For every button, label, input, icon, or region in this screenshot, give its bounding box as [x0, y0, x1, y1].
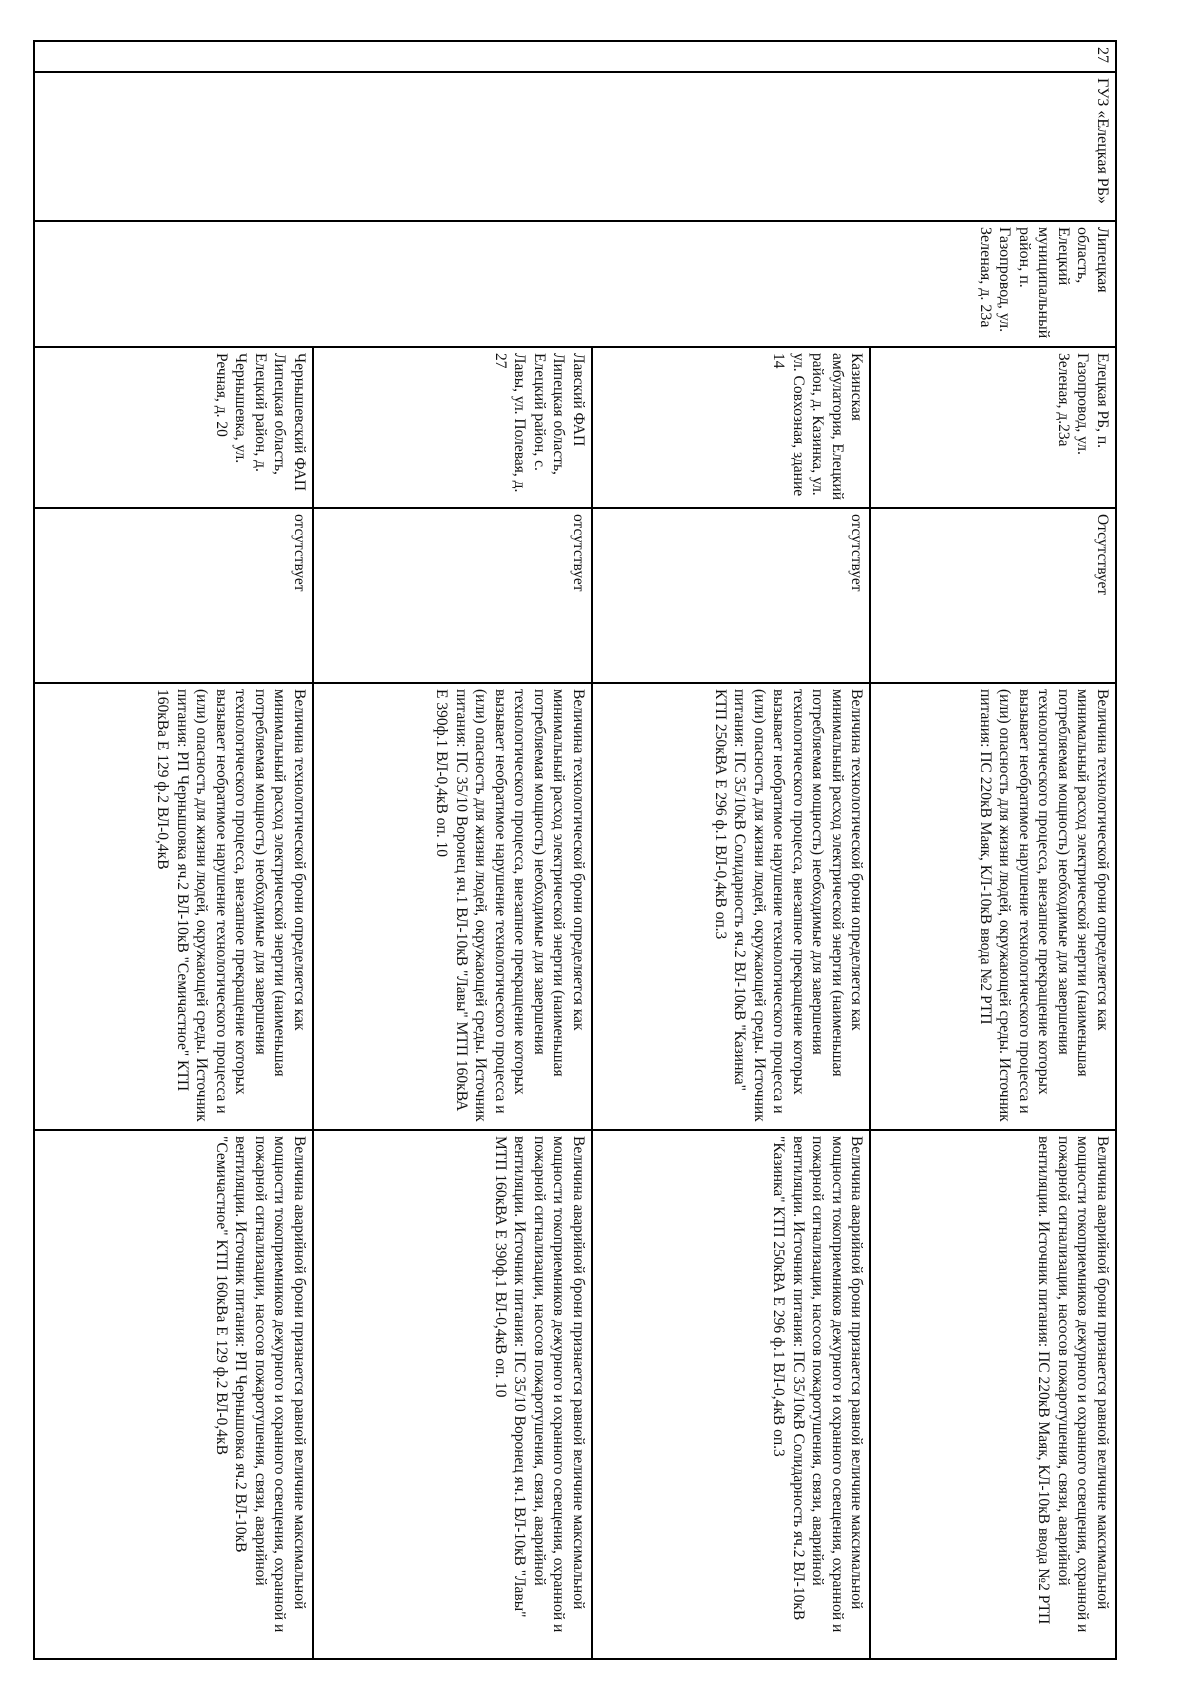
status-cell [870, 508, 1116, 683]
tech-reserve-text: Величина технологической брони определяется как минимальный расход электрической энергии (наименьшая потребляемая мощность) необходимые для завершения технологического процесса, внезапное прекращение которых вызывает необратимое нарушение технологического процесса и (или) опасность для жизни людей, окружающей среды. Источник питания: ПС 220кВ Маяк, КЛ-10кВ ввода №2 РТП [977, 689, 1111, 1122]
object-address: Лавский ФАП Липецкая область, Елецкий район, с. Лавы, ул. Полевая, д. 27 [491, 353, 587, 493]
status-text: отсутствует [848, 514, 866, 592]
emergency-reserve-cell [313, 1130, 592, 1659]
emergency-reserve-text: Величина аварийной брони признается равной величине максимальной мощности токоприемников дежурного и охранного освещения, охранной и пожарной сигнализации, насосов пожаротушения, связи, аварийной вентиляции. Источник питания: РП Чернышовка яч.2 ВЛ-10кВ "Семичастное" КТП 160кВа Е 129 ф.2 ВЛ-0,4кВ [212, 1136, 308, 1633]
object-cell [34, 347, 313, 508]
tech-reserve-cell [34, 683, 313, 1130]
organization-cell [34, 72, 1116, 221]
emergency-reserve-text: Величина аварийной брони признается равной величине максимальной мощности токоприемников дежурного и охранного освещения, охранной и пожарной сигнализации, насосов пожаротушения, связи, аварийной вентиляции. Источник питания: ПС 220кВ Маяк, КЛ-10кВ ввода №2 РТП [1035, 1136, 1111, 1633]
status-text: отсутствует [290, 514, 308, 592]
emergency-reserve-cell [870, 1130, 1116, 1659]
tech-reserve-cell [870, 683, 1116, 1130]
object-address: Чернышевский ФАП Липецкая область, Елецкий район, д. Чернышевка, ул. Речная, д. 20 [212, 353, 308, 491]
emergency-reserve-cell [592, 1130, 871, 1659]
status-cell [313, 508, 592, 683]
legal-address: Липецкая область, Елецкий муниципальный район, п. Газопровод, ул. Зеленая, д. 23а [977, 227, 1111, 339]
tech-reserve-text: Величина технологической брони определяется как минимальный расход электрической энергии (наименьшая потребляемая мощность) необходимые для завершения технологического процесса, внезапное прекращение которых вызывает необратимое нарушение технологического процесса и (или) опасность для жизни людей, окружающей среды. Источник питания: ПС 35/10 Воронец яч.1 ВЛ-10кВ "Лавы" МТП 160кВА Е 390ф.1 ВЛ-0,4кВ оп. 10 [433, 689, 587, 1122]
object-address: Елецкая РБ, п. Газопровод, ул. Зеленая, д.23а [1055, 353, 1111, 455]
legal-address-cell [34, 221, 1116, 347]
row-number: 27 [1094, 47, 1111, 63]
tech-reserve-cell [313, 683, 592, 1130]
rotated-page [33, 40, 1117, 1658]
tech-reserve-cell [592, 683, 871, 1130]
status-cell [592, 508, 871, 683]
row-number-cell [34, 41, 1116, 72]
tech-reserve-text: Величина технологической брони определяется как минимальный расход электрической энергии (наименьшая потребляемая мощность) необходимые для завершения технологического процесса, внезапное прекращение которых вызывает необратимое нарушение технологического процесса и (или) опасность для жизни людей, окружающей среды. Источник питания: РП Чернышовка яч.2 ВЛ-10кВ "Семичастное" КТП 160кВа Е 129 ф.2 ВЛ-0,4кВ [154, 689, 308, 1122]
emergency-reserve-cell [34, 1130, 313, 1659]
table-row [870, 41, 1116, 1659]
object-cell [870, 347, 1116, 508]
object-address: Казинская амбулатория, Елецкий район, д. Казинка, ул. ул. Совхозная, здание 14 [770, 353, 866, 501]
organization-name: ГУЗ «Елецкая РБ» [1094, 78, 1111, 204]
tech-reserve-text: Величина технологической брони определяется как минимальный расход электрической энергии (наименьшая потребляемая мощность) необходимые для завершения технологического процесса, внезапное прекращение которых вызывает необратимое нарушение технологического процесса и (или) опасность для жизни людей, окружающей среды. Источник питания: ПС 35/10кВ Солидарность яч.2 ВЛ-10кВ "Казинка" КТП 250кВА Е 296 ф.1 ВЛ-0,4кВ оп.3 [711, 689, 866, 1122]
status-cell [34, 508, 313, 683]
object-cell [313, 347, 592, 508]
object-cell [592, 347, 871, 508]
status-text: Отсутствует [1094, 514, 1111, 596]
status-text: отсутствует [569, 514, 587, 592]
emergency-reserve-text: Величина аварийной брони признается равной величине максимальной мощности токоприемников дежурного и охранного освещения, охранной и пожарной сигнализации, насосов пожаротушения, связи, аварийной вентиляции. Источник питания: ПС 35/10 Воронец яч.1 ВЛ-10кВ "Лавы" МТП 160кВА Е 390ф.1 ВЛ-0,4кВ оп. 10 [491, 1136, 587, 1633]
emergency-reserve-text: Величина аварийной брони признается равной величине максимальной мощности токоприемников дежурного и охранного освещения, охранной и пожарной сигнализации, насосов пожаротушения, связи, аварийной вентиляции. Источник питания: ПС 35/10кВ Солидарность яч.2 ВЛ-10кВ "Казинка" КТП 250кВА Е 296 ф.1 ВЛ-0,4кВ оп.3 [770, 1136, 866, 1633]
power-reserve-table [33, 40, 1117, 1660]
